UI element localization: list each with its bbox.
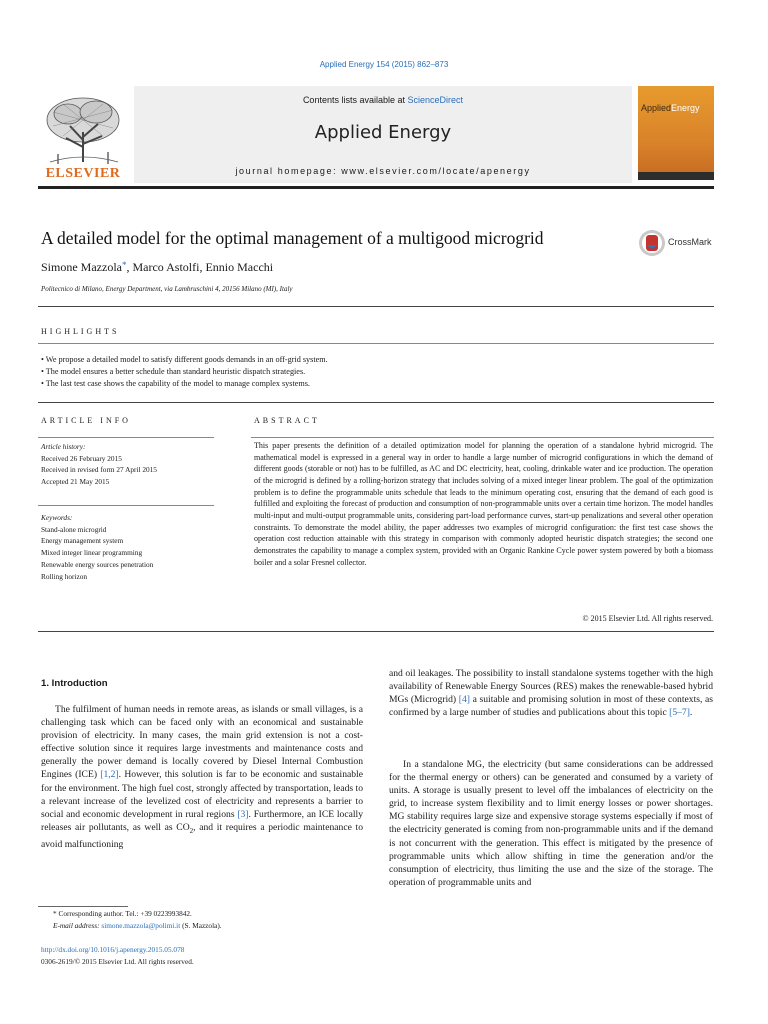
- highlight-item: • We propose a detailed model to satisfy different goods demands in an off-grid system.: [41, 355, 328, 364]
- divider: [38, 437, 214, 438]
- affiliation: Politecnico di Milano, Energy Department, via Lambruschini 4, 20156 Milano (MI), Italy: [41, 285, 293, 293]
- keywords: [41, 512, 153, 582]
- crossmark-icon: [638, 229, 666, 257]
- email-suffix: (S. Mazzola).: [182, 920, 222, 930]
- email-label: E-mail address:: [53, 920, 100, 930]
- intro-paragraph: In a standalone MG, the electricity (but same considerations can be addressed for the thermal energy or others) can be generated and consumed by a variety of units. A storage is usually present to level off the imbalances of electricity on the grid, to increase system flexibility and to limit energy losses or power shortages. MG stability requires large size and expensive storage systems especially if most of the electricity generated is coming from non-programmable units and if the demand is not concurrent with the generation. This effect is mitigated by the presence of programmable units which allow shifting in time the generation and/or the consumption of electricity, thus limiting the use and the size of the storage. The operation of programmable units and: [389, 759, 713, 888]
- cover-strip: [638, 172, 714, 180]
- footnote: [41, 908, 222, 931]
- crossmark-badge[interactable]: [638, 229, 714, 259]
- citation-link[interactable]: Applied Energy 154 (2015) 862–873: [319, 60, 449, 69]
- cover-title: [641, 103, 700, 113]
- abstract-heading: ABSTRACT: [254, 416, 320, 425]
- section-heading: 1. Introduction: [41, 678, 108, 689]
- intro-paragraph: [389, 667, 713, 719]
- sciencedirect-link[interactable]: ScienceDirect: [407, 95, 464, 105]
- abstract-copyright: © 2015 Elsevier Ltd. All rights reserved.: [582, 614, 713, 623]
- elsevier-wordmark: ELSEVIER: [45, 166, 121, 181]
- contents-prefix: Contents lists available at: [302, 95, 405, 105]
- article-info-heading: ARTICLE INFO: [41, 416, 131, 425]
- subscript: 2: [189, 826, 194, 835]
- text-run: . Furthermore, an ICE locally releases air pollutants, as well as CO: [41, 808, 363, 833]
- cover-title-a: Applied: [641, 103, 672, 113]
- text-run: .: [689, 707, 693, 719]
- divider: [251, 437, 714, 438]
- intro-paragraph: [41, 703, 363, 851]
- issn-line: 0306-2619/© 2015 Elsevier Ltd. All rights reserved.: [41, 956, 194, 966]
- reference-link[interactable]: [3]: [237, 808, 249, 820]
- crossmark-label: CrossMark: [668, 237, 712, 247]
- reference-link[interactable]: [1,2]: [100, 769, 119, 781]
- text-run: a suitable and promising solution in most of these contexts, as confirmed by a large number of studies and publications about this topic: [389, 694, 713, 719]
- journal-title: Applied Energy: [314, 122, 452, 143]
- divider: [38, 306, 714, 307]
- author-1: Simone Mazzola: [41, 260, 122, 274]
- text-run: . However, this solution is far to be economic and sustainable for the environment. The high fuel cost, strongly affected by transportation, leads to a relevant increase of the levelized cost of electricity and represents a barrier to social and economic development in rural regions: [41, 769, 363, 820]
- header-rule: [38, 186, 714, 189]
- text-run: and oil leakages. The possibility to install standalone systems together with the high availability of Renewable Energy Sources (RES) makes the renewable-based hybrid MGs (Microgrid): [389, 668, 713, 706]
- keyword: Mixed integer linear programming: [41, 548, 143, 558]
- reference-link[interactable]: [4]: [458, 694, 470, 706]
- reference-link[interactable]: [5–7]: [669, 707, 690, 719]
- footnote-mark: *: [53, 909, 57, 918]
- corresponding-mark[interactable]: *: [121, 260, 127, 270]
- keyword: Stand-alone microgrid: [41, 524, 107, 534]
- footnote-rule: [38, 906, 128, 907]
- keywords-label: Keywords:: [41, 513, 73, 522]
- article-history: [41, 441, 157, 488]
- authors-rest: , Marco Astolfi, Ennio Macchi: [126, 260, 274, 274]
- authors: [41, 260, 273, 275]
- cover-title-b: Energy: [671, 103, 700, 113]
- keyword: Rolling horizon: [41, 571, 88, 581]
- footnote-text: Corresponding author. Tel.: +39 0223993842.: [58, 909, 192, 918]
- text-run: The fulfilment of human needs in remote areas, as islands or small villages, is a challenging task which can be faced only with an economical and sustainable provision of electricity. In many cases, the main grid extension is not a cost-effective solution since it requires large investments and maintenance costs and generally the power demand is locally covered by Diesel Internal Combustion Engines (ICE): [41, 704, 363, 781]
- divider: [38, 402, 714, 403]
- keyword: Renewable energy sources penetration: [41, 559, 154, 569]
- doi-link[interactable]: http://dx.doi.org/10.1016/j.apenergy.2015.05.078: [41, 945, 185, 954]
- history-item: Accepted 21 May 2015: [41, 477, 110, 487]
- paper-title: A detailed model for the optimal management of a multigood microgrid: [41, 228, 544, 248]
- history-item: Received 26 February 2015: [41, 453, 122, 463]
- highlights-list: [41, 354, 711, 390]
- email-link[interactable]: simone.mazzola@polimi.it: [101, 920, 181, 930]
- highlight-item: • The model ensures a better schedule than standard heuristic dispatch strategies.: [41, 367, 306, 376]
- contents-line: [134, 95, 632, 105]
- text-run: , and it requires a periodic maintenance to avoid malfunctioning: [41, 821, 363, 850]
- history-label: Article history:: [41, 442, 86, 451]
- keyword: Energy management system: [41, 536, 124, 546]
- journal-homepage[interactable]: journal homepage: www.elsevier.com/locate/apenergy: [235, 166, 531, 176]
- history-item: Received in revised form 27 April 2015: [41, 465, 157, 475]
- divider: [38, 343, 714, 344]
- highlight-item: • The last test case shows the capability of the model to manage complex systems.: [41, 379, 310, 388]
- abstract-text: This paper presents the definition of a detailed optimization model for planning the operation of a standalone hybrid microgrid. The mathematical model is expressed in a general way in order to handle a large number of microgrid configurations in which the demand of different goods (storable or not) has to be fulfilled, as AC and DC electricity, heat, cooling, drinkable water and ice production. The operation of the microgrid is defined by a rolling-horizon strategy that includes solving of a mixed integer linear problem. The goal of the optimization problem is to define the programmable units schedule that leads to the minimum operating cost, ensuring that the demand of each good is fulfilled and exploiting the forecast of production and consumption of non-programmable units over a certain time horizon. The model handles multi-input and multi-output programmable units, considering part-load performance curves, start-up penalizations and several other operation constraints. To demonstrate the model ability, the paper addresses two examples of microgrid configuration: the first test case shows the operation cost reduction attainable with this strategy in comparison with commonly adopted heuristic dispatch strategies; the second one demonstrates the capability to manage a complex system, provided with an Organic Rankine Cycle power system powered by both a biomass boiler and a solar Fresnel collector.: [254, 441, 713, 567]
- divider: [38, 631, 714, 632]
- journal-cover-image[interactable]: [638, 86, 714, 180]
- doi-block: [41, 944, 194, 967]
- divider: [38, 505, 214, 506]
- highlights-heading: HIGHLIGHTS: [41, 327, 120, 336]
